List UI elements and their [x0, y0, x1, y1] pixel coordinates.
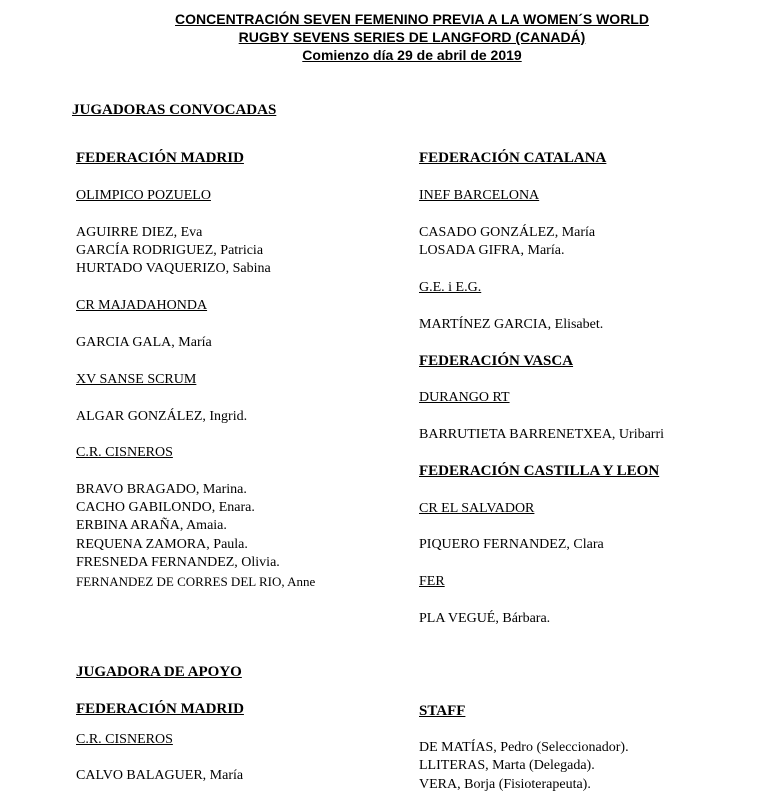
club-cr-majadahonda: CR MAJADAHONDA: [76, 298, 208, 313]
apoyo-federation-heading: FEDERACIÓN MADRID: [76, 701, 244, 717]
federation-castilla-heading: FEDERACIÓN CASTILLA Y LEON: [419, 463, 660, 479]
apoyo-heading: JUGADORA DE APOYO: [76, 664, 242, 680]
convocadas-heading: JUGADORAS CONVOCADAS: [72, 102, 277, 118]
player-name: MARTÍNEZ GARCIA, Elisabet.: [419, 317, 604, 332]
club-ge-i-eg: G.E. i E.G.: [419, 280, 482, 295]
player-name: BRAVO BRAGADO, Marina.: [76, 482, 247, 497]
player-name: FERNANDEZ DE CORRES DEL RIO, Anne: [76, 574, 316, 589]
staff-heading: STAFF: [419, 703, 466, 719]
club-xv-sanse-scrum: XV SANSE SCRUM: [76, 372, 197, 387]
player-name: PIQUERO FERNANDEZ, Clara: [419, 537, 604, 552]
federation-vasca-heading: FEDERACIÓN VASCA: [419, 353, 574, 369]
document-title-line-1: CONCENTRACIÓN SEVEN FEMENINO PREVIA A LA WOMEN´S WORLD: [175, 11, 649, 27]
player-name: FRESNEDA FERNANDEZ, Olivia.: [76, 555, 280, 570]
player-name: GARCIA GALA, María: [76, 335, 212, 350]
staff-member: LLITERAS, Marta (Delegada).: [419, 758, 595, 773]
club-fer: FER: [419, 574, 445, 589]
player-name: CALVO BALAGUER, María: [76, 768, 244, 783]
player-name: PLA VEGUÉ, Bárbara.: [419, 611, 551, 626]
club-cr-cisneros: C.R. CISNEROS: [76, 445, 173, 460]
player-name: HURTADO VAQUERIZO, Sabina: [76, 261, 271, 276]
player-name: BARRUTIETA BARRENETXEA, Uribarri: [419, 427, 665, 442]
federation-catalana-heading: FEDERACIÓN CATALANA: [419, 150, 607, 166]
player-name: CACHO GABILONDO, Enara.: [76, 500, 255, 515]
federation-madrid-heading: FEDERACIÓN MADRID: [76, 150, 244, 166]
club-durango-rt: DURANGO RT: [419, 390, 510, 405]
player-name: GARCÍA RODRIGUEZ, Patricia: [76, 243, 264, 258]
player-name: ALGAR GONZÁLEZ, Ingrid.: [76, 409, 248, 424]
player-name: AGUIRRE DIEZ, Eva: [76, 225, 203, 240]
player-name: ERBINA ARAÑA, Amaia.: [76, 518, 227, 533]
club-inef-barcelona: INEF BARCELONA: [419, 188, 540, 203]
document-title-line-2: RUGBY SEVENS SERIES DE LANGFORD (CANADÁ): [238, 29, 586, 45]
club-olimpico-pozuelo: OLIMPICO POZUELO: [76, 188, 211, 203]
player-name: LOSADA GIFRA, María.: [419, 243, 565, 258]
player-name: CASADO GONZÁLEZ, María: [419, 225, 596, 240]
staff-member: VERA, Borja (Fisioterapeuta).: [419, 777, 591, 792]
document-title-line-3: Comienzo día 29 de abril de 2019: [302, 47, 522, 63]
club-cr-el-salvador: CR EL SALVADOR: [419, 501, 535, 516]
staff-member: DE MATÍAS, Pedro (Seleccionador).: [419, 740, 629, 755]
player-name: REQUENA ZAMORA, Paula.: [76, 537, 248, 552]
apoyo-club: C.R. CISNEROS: [76, 732, 173, 747]
